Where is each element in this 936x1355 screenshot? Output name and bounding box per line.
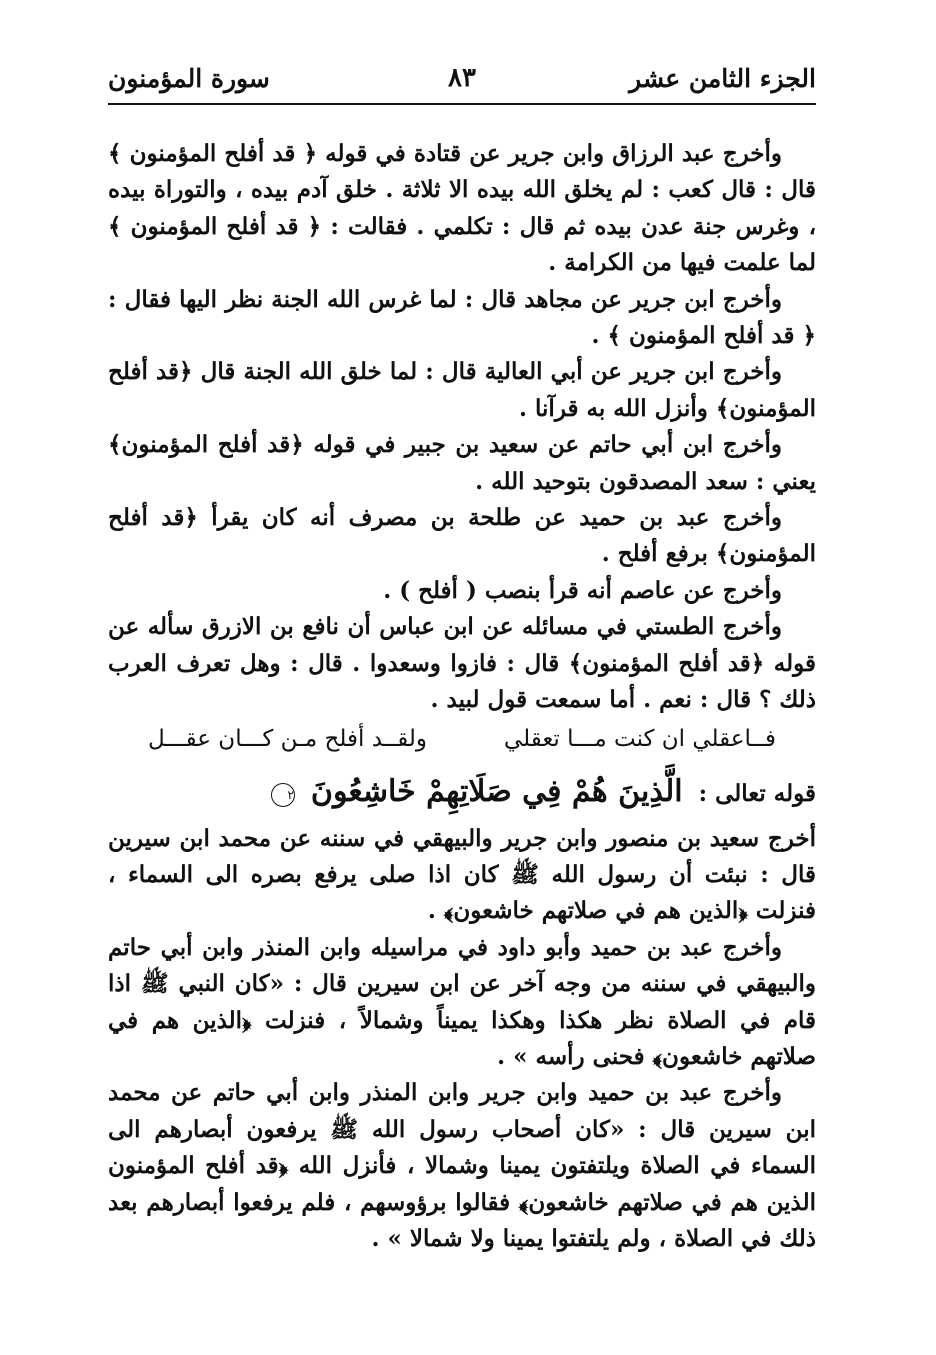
quran-ayah: الَّذِينَ هُمْ فِي صَلَاتِهِمْ خَاشِعُونَ <box>310 773 683 809</box>
header-rule <box>108 103 816 105</box>
paragraph: وأخرج عبد الرزاق وابن جرير عن قتادة في قوله ﴿ قد أفلح المؤمنون ﴾ قال : قال كعب : لم يخلق الله بيده الا ثلاثة . خلق آدم بيده ، والتوراة بيده ، وغرس جنة عدن بيده ثم قال : تكلمي . فقالت : ﴿ قد أفلح المؤمنون ﴾ لما علمت فيها من الكرامة . <box>108 140 816 277</box>
paragraph: وأخرج عن عاصم أنه قرأ بنصب ( أفلح ) . <box>383 576 782 604</box>
paragraph: وأخرج الطستي في مسائله عن ابن عباس أن نافع بن الازرق سأله عن قوله ﴿قد أفلح المؤمنون﴾ قال : فازوا وسعدوا . قال : وهل تعرف العرب ذلك ؟ قال : نعم . أما سمعت قول لبيد . <box>108 613 816 714</box>
paragraph: وأخرج ابن جرير عن مجاهد قال : لما غرس الله الجنة نظر اليها فقال : ﴿ قد أفلح المؤمنون ﴾ . <box>108 285 816 350</box>
paragraph: أخرج سعيد بن منصور وابن جرير والبيهقي في سننه عن محمد ابن سيرين قال : نبئت أن رسول الله ﷺ كان اذا صلى يرفع بصره الى السماء ، فنزلت ﴿الذين هم في صلاتهم خاشعون﴾ . <box>108 824 816 925</box>
page-header <box>108 58 816 98</box>
quran-verse-line <box>108 763 816 821</box>
quran-prefix: قوله تعالى : <box>698 779 816 807</box>
verse-second-hemistich: ولقــد أفلح مـن كـــان عقـــل <box>148 725 428 752</box>
page-body <box>108 136 816 1257</box>
paragraph: وأخرج ابن جرير عن أبي العالية قال : لما خلق الله الجنة قال ﴿قد أفلح المؤمنون﴾ وأنزل الله به قرآنا . <box>108 358 816 422</box>
paragraph: وأخرج عبد بن حميد وأبو داود في مراسيله وابن المنذر وابن أبي حاتم والبيهقي في سننه من وجه آخر عن ابن سيرين قال : «كان النبي ﷺ اذا قام في الصلاة نظر هكذا وهكذا يميناً وشمالاً ، فنزلت ﴿الذين هم في صلاتهم خاشعون﴾ فحنى رأسه » . <box>108 933 816 1070</box>
page-number: ٨٣ <box>448 63 476 93</box>
surah-title: سورة المؤمنون <box>108 63 270 93</box>
part-title: الجزء الثامن عشر <box>629 63 816 93</box>
ayah-number-marker: ٢ <box>271 783 295 807</box>
paragraph: وأخرج عبد بن حميد وابن جرير وابن المنذر وابن أبي حاتم عن محمد ابن سيرين قال : «كان أصحاب رسول الله ﷺ يرفعون أبصارهم الى السماء في الصلاة ويلتفتون يمينا وشمالا ، فأنزل الله ﴿قد أفلح المؤمنون الذين هم في صلاتهم خاشعون﴾ فقالوا برؤوسهم ، فلم يرفعوا أبصارهم بعد ذلك في الصلاة ، ولم يلتفتوا يمينا ولا شمالا » . <box>108 1079 816 1252</box>
verse-first-hemistich: فــاعقلي ان كنت مـــا تعقلي <box>503 725 776 752</box>
paragraph: وأخرج ابن أبي حاتم عن سعيد بن جبير في قوله ﴿قد أفلح المؤمنون﴾ يعني : سعد المصدقون بتوحيد الله . <box>108 431 816 495</box>
paragraph: وأخرج عبد بن حميد عن طلحة بن مصرف أنه كان يقرأ ﴿قد أفلح المؤمنون﴾ برفع أفلح . <box>108 504 816 568</box>
poetry-verse <box>108 719 816 763</box>
